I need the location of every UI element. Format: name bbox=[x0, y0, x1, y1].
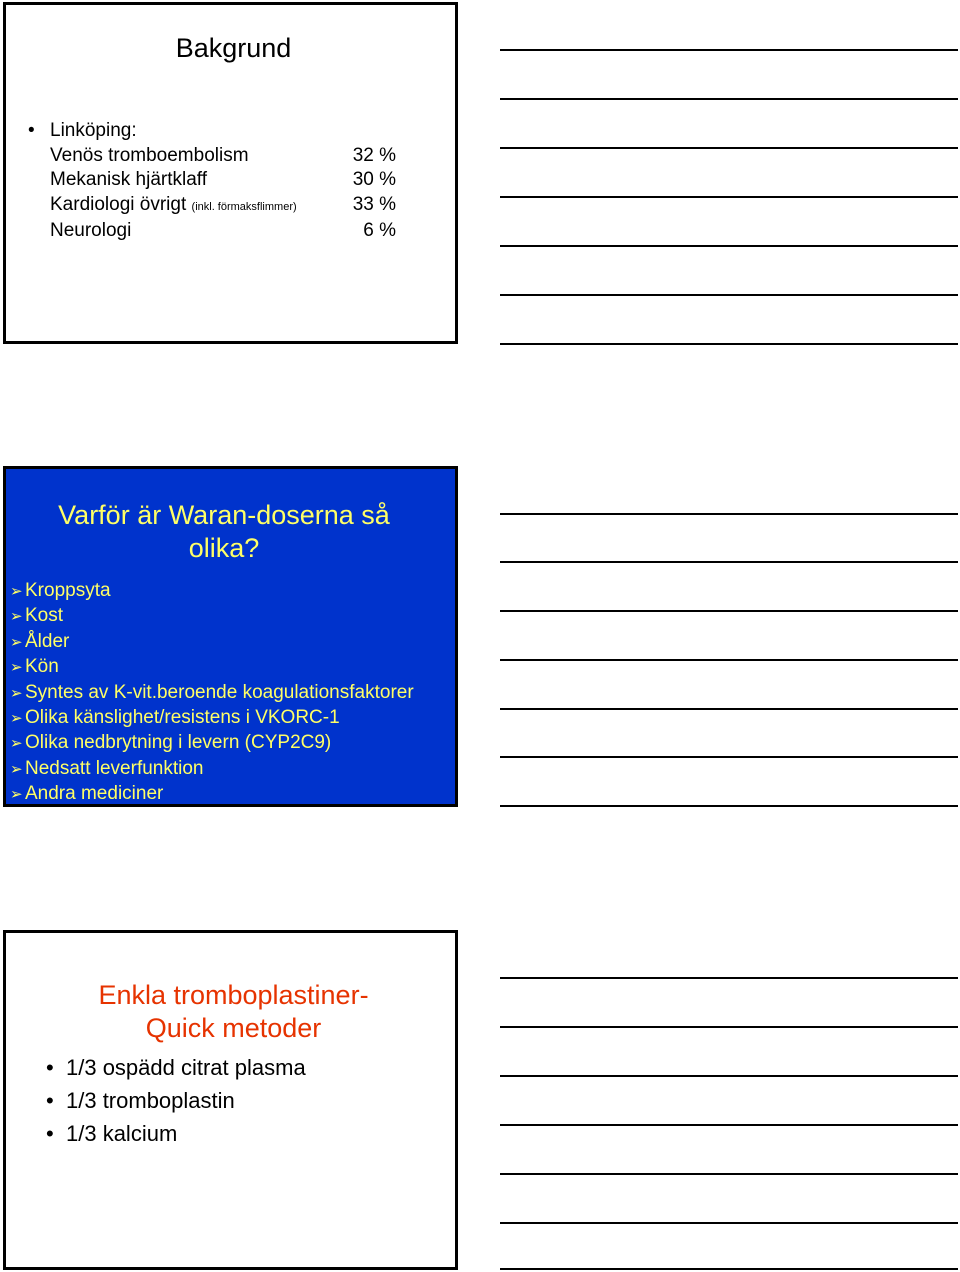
note-line bbox=[500, 1075, 958, 1077]
arrow-bullet-icon: ➢ bbox=[10, 786, 23, 804]
slide-2-title bbox=[44, 499, 404, 565]
arrow-bullet-icon: ➢ bbox=[10, 659, 23, 677]
list-item-text: Kost bbox=[25, 605, 64, 627]
note-line bbox=[500, 1026, 958, 1028]
note-line bbox=[500, 805, 958, 807]
arrow-bullet-icon: ➢ bbox=[10, 583, 23, 600]
slide-3 bbox=[3, 930, 458, 1270]
list-item-text: 1/3 tromboplastin bbox=[66, 1088, 235, 1113]
note-line bbox=[500, 1173, 958, 1175]
note-line bbox=[500, 147, 958, 149]
stat-note: (inkl. förmaksflimmer) bbox=[191, 200, 297, 213]
list-item bbox=[10, 681, 414, 706]
stat-row bbox=[50, 193, 396, 220]
list-item-text: Olika känslighet/resistens i VKORC-1 bbox=[25, 707, 340, 729]
slide-3-list bbox=[46, 1051, 306, 1150]
stat-label: Neurologi bbox=[50, 220, 132, 241]
list-item bbox=[10, 782, 414, 807]
stat-row bbox=[50, 168, 396, 193]
stat-label: Kardiologi övrigt bbox=[50, 193, 187, 215]
bullet-icon: • bbox=[46, 1088, 54, 1113]
stat-row bbox=[50, 219, 396, 244]
bullet-icon: • bbox=[28, 120, 35, 141]
note-line bbox=[500, 98, 958, 100]
stat-value: 30 % bbox=[352, 169, 396, 190]
note-line bbox=[500, 196, 958, 198]
stat-value: 32 % bbox=[352, 144, 396, 166]
note-line bbox=[500, 1124, 958, 1126]
slide-3-title-line-1: Enkla tromboplastiner- bbox=[98, 980, 369, 1010]
slide-1-bullet bbox=[28, 119, 396, 244]
list-item bbox=[10, 731, 414, 756]
slide-2-title-line-2: olika? bbox=[188, 533, 260, 563]
list-item-text: Olika nedbrytning i levern (CYP2C9) bbox=[25, 732, 332, 754]
note-line bbox=[500, 561, 958, 563]
list-item bbox=[10, 757, 414, 782]
note-line bbox=[500, 513, 958, 515]
arrow-bullet-icon: ➢ bbox=[10, 735, 23, 753]
slide-2-list bbox=[10, 579, 414, 808]
stat-value: 33 % bbox=[352, 193, 396, 215]
list-item bbox=[10, 706, 414, 731]
list-item bbox=[10, 630, 414, 655]
stat-label: Venös tromboembolism bbox=[50, 144, 249, 166]
bullet-icon: • bbox=[46, 1055, 54, 1080]
list-item bbox=[10, 655, 414, 680]
stat-value: 6 % bbox=[363, 220, 396, 241]
list-item-text: Andra mediciner bbox=[25, 783, 164, 805]
note-line bbox=[500, 610, 958, 612]
bullet-head: Linköping: bbox=[50, 120, 137, 141]
list-item-text: 1/3 ospädd citrat plasma bbox=[66, 1055, 306, 1080]
note-line bbox=[500, 977, 958, 979]
note-line bbox=[500, 1268, 958, 1270]
list-item-text: Kroppsyta bbox=[25, 580, 111, 601]
slide-1-title: Bakgrund bbox=[175, 33, 292, 63]
arrow-bullet-icon: ➢ bbox=[10, 633, 23, 651]
bullet-icon: • bbox=[46, 1121, 54, 1146]
arrow-bullet-icon: ➢ bbox=[10, 684, 23, 702]
list-item-text: 1/3 kalcium bbox=[66, 1121, 178, 1146]
slide-2 bbox=[3, 466, 458, 807]
note-line bbox=[500, 708, 958, 710]
slide-1 bbox=[3, 2, 458, 344]
slide-3-title-line-2: Quick metoder bbox=[145, 1013, 322, 1043]
slide-2-title-line-1: Varför är Waran-doserna så bbox=[58, 500, 390, 530]
list-item-text: Kön bbox=[25, 656, 59, 678]
slide-3-title bbox=[6, 979, 461, 1045]
list-item bbox=[10, 579, 414, 604]
list-item bbox=[46, 1117, 306, 1150]
list-item bbox=[46, 1051, 306, 1084]
note-line bbox=[500, 1222, 958, 1224]
note-line bbox=[500, 343, 958, 345]
note-line bbox=[500, 49, 958, 51]
arrow-bullet-icon: ➢ bbox=[10, 608, 23, 626]
list-item bbox=[10, 604, 414, 629]
stat-label: Mekanisk hjärtklaff bbox=[50, 169, 207, 190]
list-item-text: Syntes av K-vit.beroende koagulationsfaktorer bbox=[25, 681, 414, 703]
list-item-text: Ålder bbox=[25, 630, 70, 652]
note-line bbox=[500, 659, 958, 661]
arrow-bullet-icon: ➢ bbox=[10, 760, 23, 778]
note-line bbox=[500, 245, 958, 247]
note-line bbox=[500, 294, 958, 296]
arrow-bullet-icon: ➢ bbox=[10, 710, 23, 728]
list-item bbox=[46, 1084, 306, 1117]
list-item-text: Nedsatt leverfunktion bbox=[25, 757, 204, 779]
stat-row bbox=[50, 144, 396, 169]
note-line bbox=[500, 756, 958, 758]
